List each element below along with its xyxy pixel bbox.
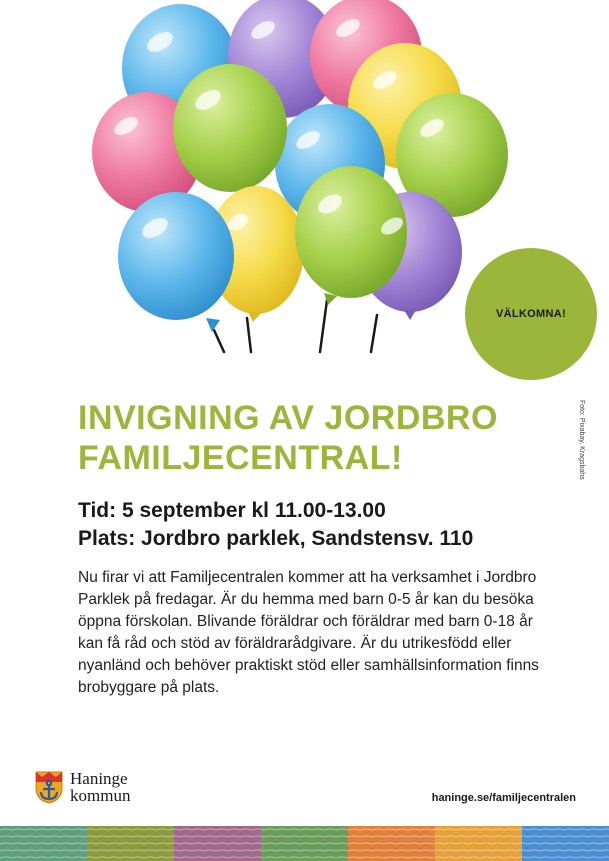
body-paragraph: Nu firar vi att Familjecentralen kommer att ha verksamhet i Jordbro Parklek på fredagar. Är du hemma med barn 0-5 år kan du besöka öppna förskolan. Blivande föräldrar och föräldrar med barn 0-18 år kan få råd och stöd av föräldrarådgivare. Är du utrikesfödd eller nyanländ och behöver praktiskt stöd eller samhällsinformation finns brobyggare på plats. — [78, 569, 539, 696]
photo-credit: Foto: Pixabay, Kragsbahs — [578, 400, 585, 480]
welcome-badge — [465, 248, 597, 380]
logo-line-1: Haninge — [70, 769, 128, 788]
title-line-1: INVIGNING AV JORDBRO — [78, 399, 498, 437]
event-details — [78, 497, 578, 553]
logo-line-2: kommun — [70, 786, 131, 805]
balloon-green-left — [173, 64, 287, 192]
balloon-blue-bottom — [118, 192, 234, 332]
event-place: Plats: Jordbro parklek, Sandstensv. 110 — [78, 527, 474, 550]
haninge-logo — [34, 770, 130, 804]
website-link[interactable]: haninge.se/familjecentralen — [431, 792, 576, 804]
title-line-2: FAMILJECENTRAL! — [78, 439, 403, 477]
decorative-wave-stripe — [0, 826, 609, 861]
page-title — [78, 398, 558, 478]
anchor-crest-icon — [34, 770, 64, 804]
event-time: Tid: 5 september kl 11.00-13.00 — [78, 499, 386, 522]
welcome-badge-text: VÄLKOMNA! — [496, 308, 566, 320]
logo-text — [70, 770, 130, 804]
